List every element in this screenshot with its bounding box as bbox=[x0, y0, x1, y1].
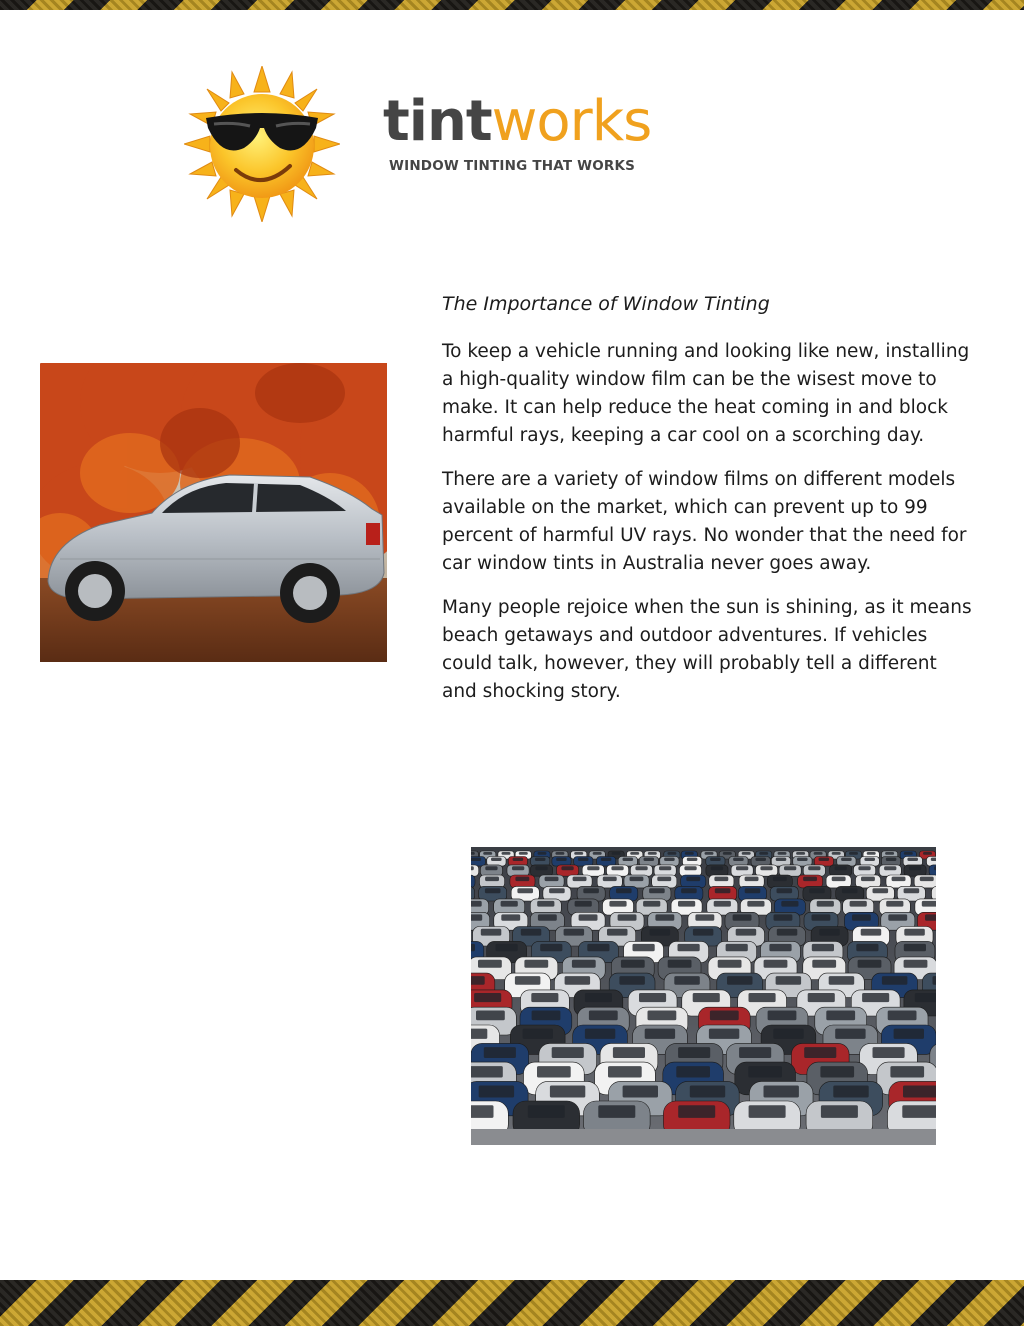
brand-name bbox=[383, 89, 652, 154]
hazard-stripe-bottom bbox=[0, 1280, 1024, 1326]
brand-tagline: WINDOW TINTING THAT WORKS bbox=[389, 158, 636, 174]
brand-name-part1: tint bbox=[383, 89, 492, 154]
article-title: The Importance of Window Tinting bbox=[442, 293, 770, 315]
article bbox=[442, 290, 972, 722]
sun-sunglasses-logo-icon bbox=[184, 66, 340, 222]
parking-lot-photo bbox=[471, 847, 936, 1145]
brand-logo bbox=[383, 89, 652, 174]
article-paragraph-1: To keep a vehicle running and looking like new, installing a high-quality window film can be the wisest move to make. It can help reduce the heat coming in and block harmful rays, keeping a car cool on a scorching day. bbox=[442, 341, 970, 446]
car-photo bbox=[40, 363, 387, 662]
brand-name-part2: works bbox=[491, 89, 652, 154]
article-paragraph-3: Many people rejoice when the sun is shining, as it means beach getaways and outdoor adventures. If vehicles could talk, however, they will probably tell a different and shocking story. bbox=[442, 597, 972, 702]
article-paragraph-2: There are a variety of window films on different models available on the market, which can prevent up to 99 percent of harmful UV rays. No wonder that the need for car window tints in Australia never goes away. bbox=[442, 469, 967, 574]
hazard-stripe-top bbox=[0, 0, 1024, 10]
